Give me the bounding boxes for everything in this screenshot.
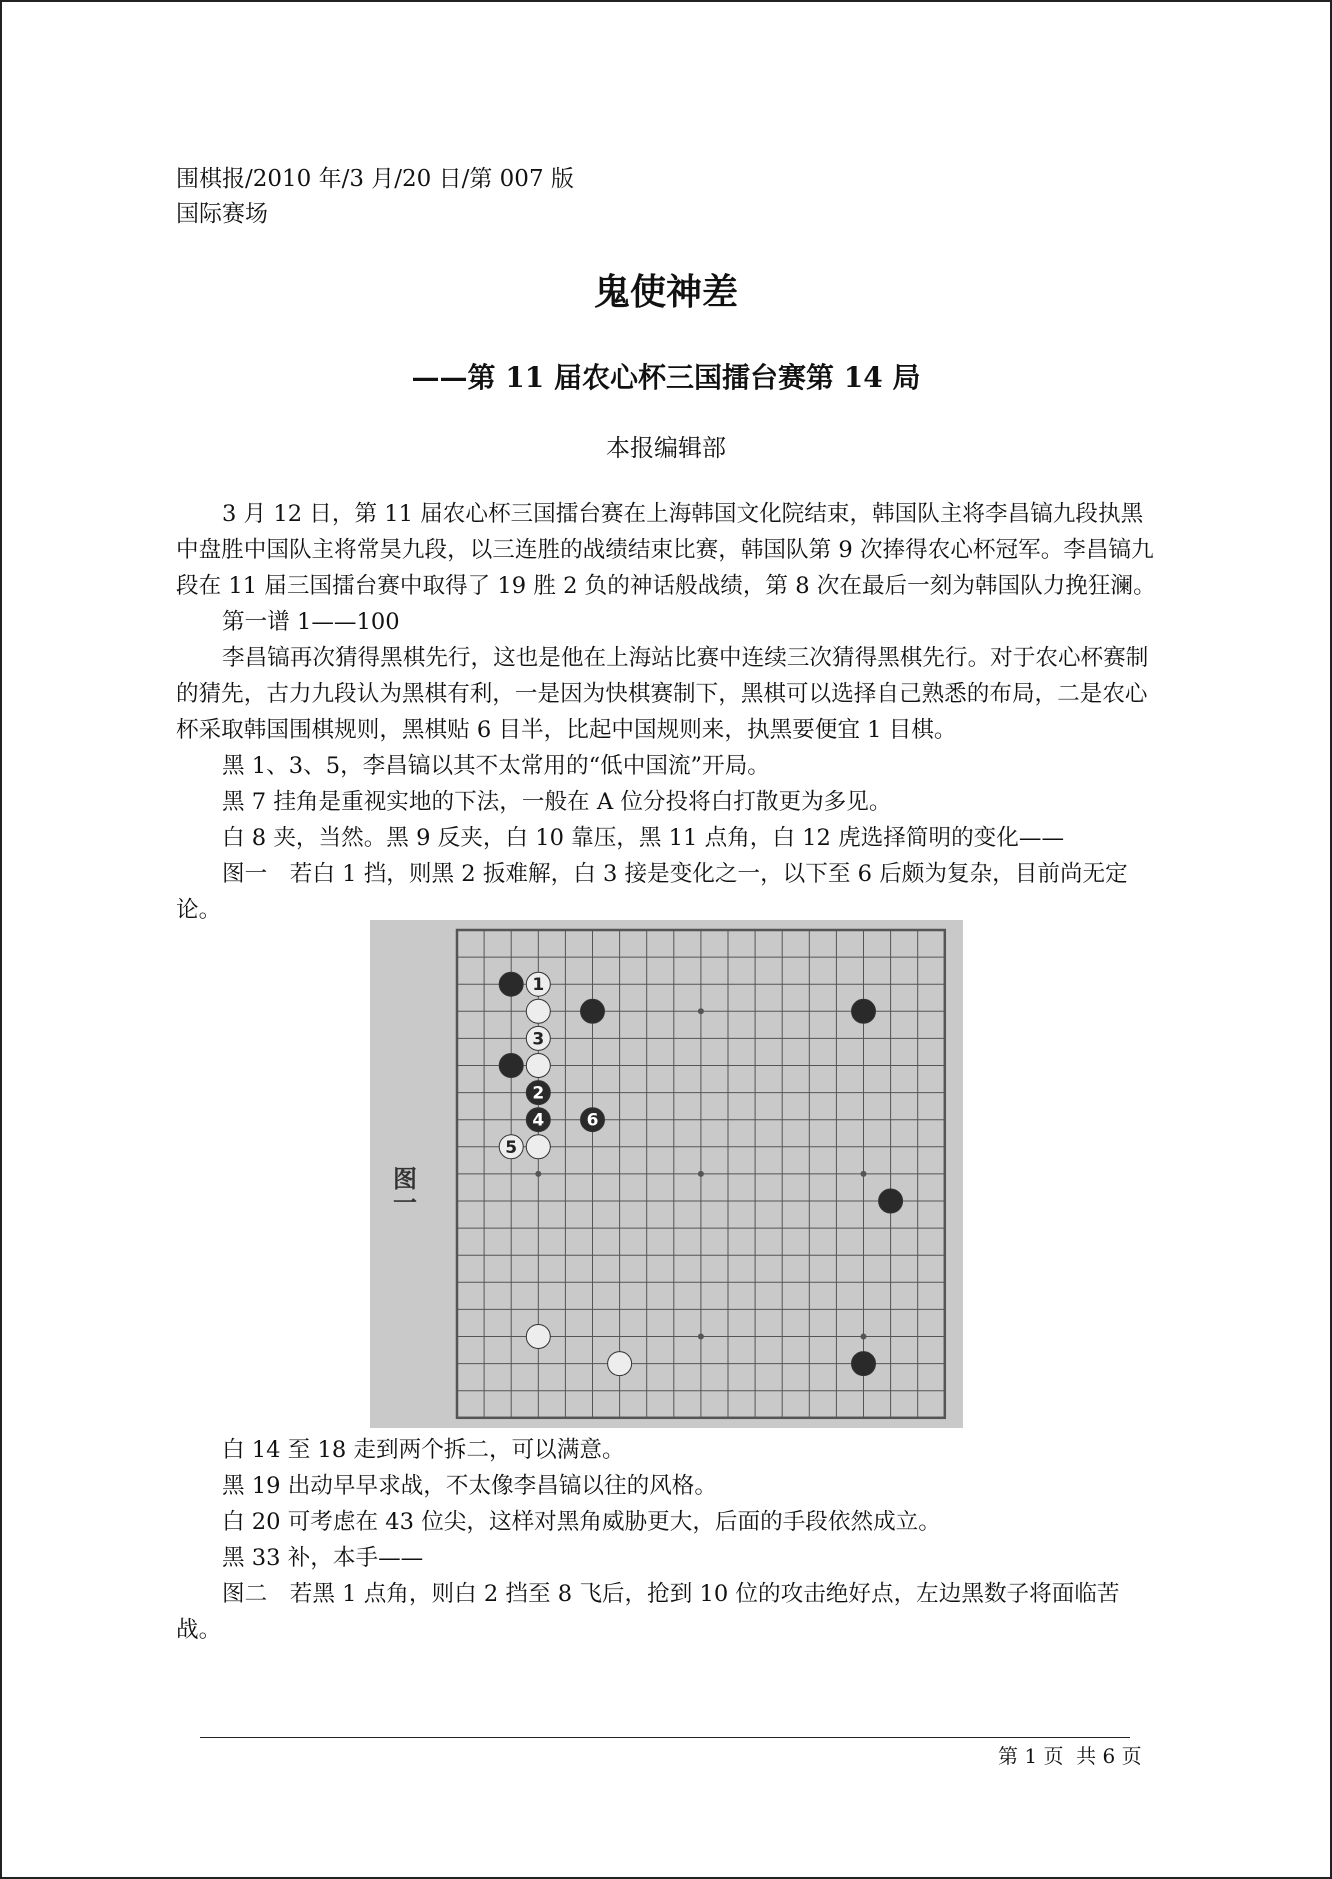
black-stone	[852, 1352, 876, 1376]
black-stone	[499, 972, 523, 996]
stone-move-number: 2	[532, 1083, 545, 1104]
star-point	[698, 1171, 704, 1177]
paragraph: 图一 若白 1 挡，则黑 2 扳难解，白 3 接是变化之一，以下至 6 后颇为复杂，目前尚无定论。	[176, 861, 1128, 923]
white-stone	[608, 1352, 632, 1376]
black-stone	[581, 999, 605, 1023]
stone-move-number: 4	[532, 1110, 545, 1131]
article-subtitle: ——第 11 届农心杯三国擂台赛第 14 局	[411, 361, 921, 394]
paragraph: 白 8 夹，当然。黑 9 反夹，白 10 靠压，黑 11 点角，白 12 虎选择简明的变化——	[222, 825, 1065, 851]
paragraph: 第一谱 1——100	[222, 609, 400, 635]
article-body-bottom	[176, 1432, 1161, 1648]
white-stone	[499, 1135, 523, 1159]
white-stone	[526, 1325, 550, 1349]
paragraph: 黑 1、3、5，李昌镐以其不太常用的“低中国流”开局。	[222, 753, 770, 779]
white-stone	[526, 999, 550, 1023]
paragraph: 李昌镐再次猜得黑棋先行，这也是他在上海站比赛中连续三次猜得黑棋先行。对于农心杯赛制的猜先，古力九段认为黑棋有利，一是因为快棋赛制下，黑棋可以选择自己熟悉的布局，二是农心杯采取韩国围棋规则，黑棋贴 6 目半，比起中国规则来，执黑要便宜 1 目棋。	[176, 645, 1149, 743]
stone-move-number: 5	[505, 1137, 518, 1158]
paragraph: 黑 7 挂角是重视实地的下法，一般在 A 位分投将白打散更为多见。	[222, 789, 892, 815]
stone-move-number: 6	[586, 1110, 599, 1131]
black-stone	[526, 1108, 550, 1132]
page-number-text: 第 1 页 共 6 页	[998, 1744, 1142, 1768]
go-board-figure	[370, 920, 963, 1428]
footer-rule	[200, 1737, 1130, 1738]
stone-move-number: 3	[532, 1029, 545, 1050]
star-point	[861, 1334, 867, 1340]
source-line: 围棋报/2010 年/3 月/20 日/第 007 版	[176, 166, 574, 192]
star-point	[861, 1171, 867, 1177]
paragraph: 图二 若黑 1 点角，则白 2 挡至 8 飞后，抢到 10 位的攻击绝好点，左边黑数子将面临苦战。	[176, 1581, 1120, 1643]
black-stone	[852, 999, 876, 1023]
white-stone	[526, 1026, 550, 1050]
article-title: 鬼使神差	[593, 271, 738, 313]
paragraph: 白 14 至 18 走到两个拆二，可以满意。	[222, 1437, 625, 1463]
go-board	[370, 920, 963, 1428]
paragraph: 黑 19 出动早早求战，不太像李昌镐以往的风格。	[222, 1473, 717, 1499]
white-stone	[526, 1135, 550, 1159]
white-stone	[526, 1054, 550, 1078]
black-stone	[526, 1081, 550, 1105]
article-source	[176, 162, 574, 232]
paragraph: 3 月 12 日，第 11 届农心杯三国擂台赛在上海韩国文化院结束，韩国队主将李昌镐九段执黑中盘胜中国队主将常昊九段，以三连胜的战绩结束比赛，韩国队第 9 次捧得农心杯冠军。李昌镐九段在 11 届三国擂台赛中取得了 19 胜 2 负的神话般战绩，第 8 次在最后一刻为韩国队力挽狂澜。	[176, 501, 1156, 599]
page-number	[998, 1740, 1142, 1769]
black-stone	[879, 1189, 903, 1213]
stone-move-number: 1	[532, 975, 545, 996]
paragraph: 白 20 可考虑在 43 位尖，这样对黑角威胁更大，后面的手段依然成立。	[222, 1509, 941, 1535]
figure-label: 图一	[388, 1166, 418, 1214]
article-author: 本报编辑部	[606, 434, 726, 462]
star-point	[698, 1008, 704, 1014]
star-point	[535, 1171, 541, 1177]
star-point	[698, 1334, 704, 1340]
article-body-top	[176, 496, 1161, 928]
white-stone	[526, 972, 550, 996]
black-stone	[499, 1054, 523, 1078]
section-line: 国际赛场	[176, 201, 268, 227]
paragraph: 黑 33 补，本手——	[222, 1545, 424, 1571]
black-stone	[581, 1108, 605, 1132]
